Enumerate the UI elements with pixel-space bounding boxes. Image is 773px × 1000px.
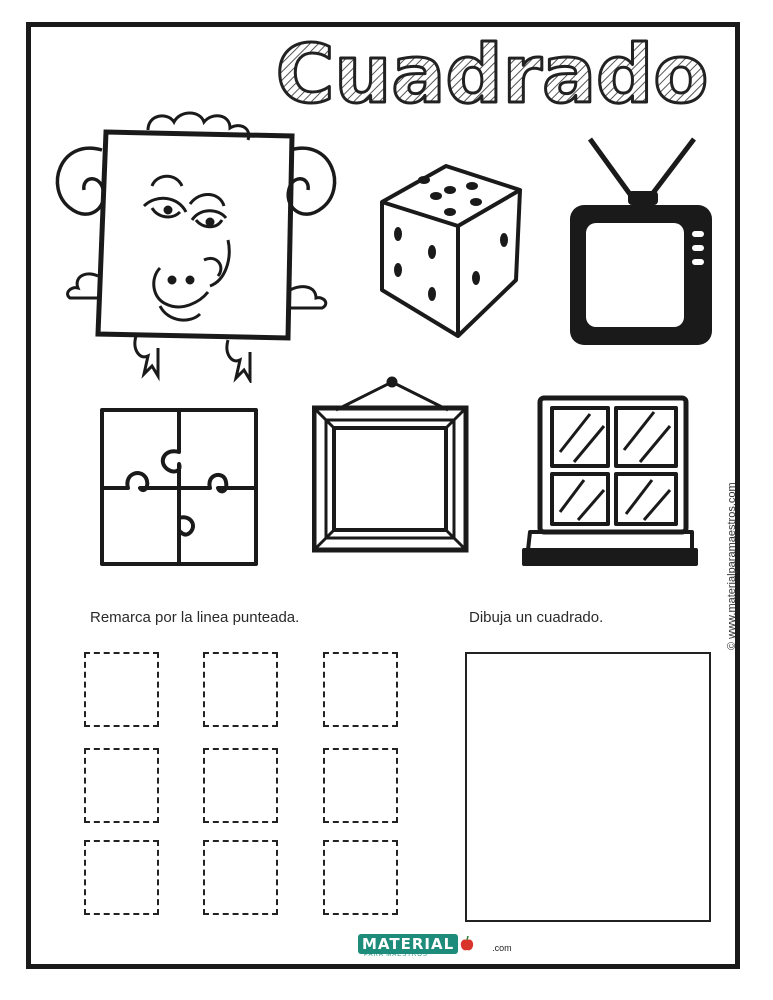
dashed-square[interactable] bbox=[84, 652, 159, 727]
sheep-square-character-icon bbox=[40, 108, 360, 383]
dice-icon bbox=[376, 160, 526, 340]
window-icon bbox=[520, 392, 698, 570]
brand-logo bbox=[358, 930, 512, 958]
logo-domain: .com bbox=[492, 943, 512, 953]
apple-icon bbox=[460, 936, 474, 952]
puzzle-icon bbox=[100, 408, 258, 566]
drawing-area[interactable] bbox=[465, 652, 711, 922]
dashed-square[interactable] bbox=[203, 840, 278, 915]
logo-sub: PARA MAESTROS bbox=[364, 952, 428, 958]
draw-instruction: Dibuja un cuadrado. bbox=[469, 609, 604, 626]
page-title-text: Cuadrado bbox=[275, 30, 709, 120]
trace-instruction: Remarca por la linea punteada. bbox=[90, 609, 300, 626]
copyright-text: © www.materialparamaestros.com bbox=[726, 482, 738, 650]
picture-frame-icon bbox=[312, 376, 470, 554]
dashed-square[interactable] bbox=[203, 652, 278, 727]
dashed-square[interactable] bbox=[323, 748, 398, 823]
page-title bbox=[272, 30, 712, 120]
logo-word: MATERIAL bbox=[358, 934, 458, 954]
dashed-square[interactable] bbox=[203, 748, 278, 823]
tv-icon bbox=[566, 135, 716, 355]
dashed-square[interactable] bbox=[84, 748, 159, 823]
dashed-square[interactable] bbox=[323, 652, 398, 727]
dashed-square[interactable] bbox=[84, 840, 159, 915]
dashed-square[interactable] bbox=[323, 840, 398, 915]
